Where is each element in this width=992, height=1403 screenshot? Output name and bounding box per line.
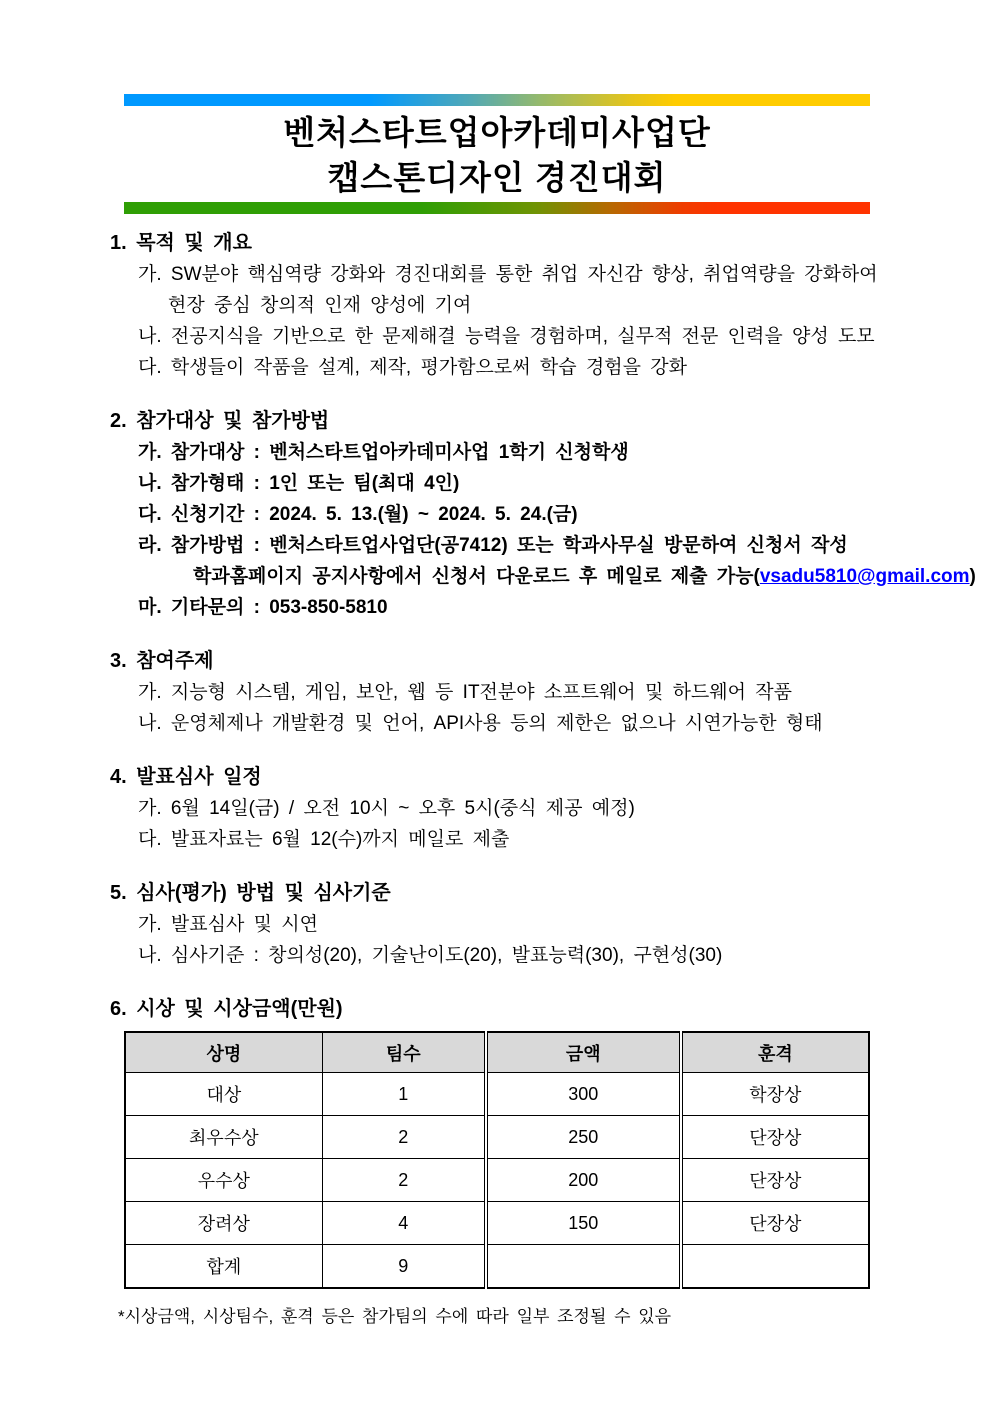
section-heading: 4. 발표심사 일정 [110,766,262,788]
table-row [125,1245,869,1289]
table-cell [486,1245,681,1289]
table-row [125,1116,869,1159]
table-cell: 9 [322,1245,486,1289]
footnote: *시상금액, 시상팀수, 훈격 등은 참가팀의 수에 따라 일부 조정될 수 있음 [118,1307,672,1326]
list-item: 가. 발표심사 및 시연 [138,914,318,935]
document-title-line1: 벤처스타트업아카데미사업단 [283,114,711,151]
table-cell: 학장상 [681,1073,869,1116]
table-cell: 장려상 [125,1202,322,1245]
list-item-wrap: 현장 중심 창의적 인재 양성에 기여 [168,295,472,316]
table-header-cell: 팀수 [322,1032,486,1073]
table-cell: 4 [322,1202,486,1245]
table-cell: 300 [486,1073,681,1116]
document-title-line2: 캡스톤디자인 경진대회 [327,159,667,196]
table-row [125,1073,869,1116]
table-cell: 최우수상 [125,1116,322,1159]
list-item: 나. 참가형태 : 1인 또는 팀(최대 4인) [138,473,460,494]
table-row [125,1159,869,1202]
list-item: 나. 심사기준 : 창의성(20), 기술난이도(20), 발표능력(30), 구현성(30) [138,945,723,966]
table-cell: 단장상 [681,1116,869,1159]
email-line-prefix: 학과홈페이지 공지사항에서 신청서 다운로드 후 메일로 제출 가능( [193,566,760,587]
section-awards [110,994,896,1327]
section-heading: 6. 시상 및 시상금액(만원) [110,998,343,1020]
section-participation [110,406,976,623]
table-header-cell: 금액 [486,1032,681,1073]
award-table [124,1031,870,1289]
list-item: 라. 참가방법 : 벤처스타트업사업단(공7412) 또는 학과사무실 방문하여 신청서 작성 [138,535,848,556]
list-item: 마. 기타문의 : 053-850-5810 [138,597,388,618]
list-item: 가. SW분야 핵심역량 강화와 경진대회를 통한 취업 자신감 향상, 취업역량을 강화하여 [138,264,878,285]
list-item: 가. 6월 14일(금) / 오전 10시 ~ 오후 5시(중식 제공 예정) [138,798,635,819]
table-header-row [125,1032,869,1073]
bottom-gradient-bar [124,202,870,214]
top-gradient-bar [124,94,870,106]
table-cell: 2 [322,1159,486,1202]
section-heading: 5. 심사(평가) 방법 및 심사기준 [110,882,391,904]
list-item-wrap [110,561,976,592]
table-cell: 단장상 [681,1159,869,1202]
list-item: 다. 학생들이 작품을 설계, 제작, 평가함으로써 학습 경험을 강화 [138,357,687,378]
table-cell [681,1245,869,1289]
section-heading: 3. 참여주제 [110,650,214,672]
table-cell: 합계 [125,1245,322,1289]
table-header-cell: 훈격 [681,1032,869,1073]
email-line-suffix: ) [969,566,976,587]
section-schedule [110,762,896,855]
list-item: 다. 신청기간 : 2024. 5. 13.(월) ~ 2024. 5. 24.(금) [138,504,578,525]
table-cell: 200 [486,1159,681,1202]
list-item: 다. 발표자료는 6월 12(수)까지 메일로 제출 [138,829,510,850]
table-cell: 우수상 [125,1159,322,1202]
section-topics [110,646,896,739]
table-cell: 단장상 [681,1202,869,1245]
table-cell: 150 [486,1202,681,1245]
list-item: 가. 지능형 시스템, 게임, 보안, 웹 등 IT전분야 소프트웨어 및 하드웨어 작품 [138,682,792,703]
table-cell: 대상 [125,1073,322,1116]
table-row [125,1202,869,1245]
table-cell: 1 [322,1073,486,1116]
table-cell: 250 [486,1116,681,1159]
list-item: 나. 전공지식을 기반으로 한 문제해결 능력을 경험하며, 실무적 전문 인력을 양성 도모 [138,326,875,347]
section-purpose [110,228,896,383]
document-title [124,110,870,200]
section-heading: 2. 참가대상 및 참가방법 [110,410,330,432]
table-cell: 2 [322,1116,486,1159]
email-link[interactable]: vsadu5810@gmail.com [759,566,970,587]
list-item: 가. 참가대상 : 벤처스타트업아카데미사업 1학기 신청학생 [138,442,629,463]
section-judging [110,878,896,971]
section-heading: 1. 목적 및 개요 [110,232,252,254]
table-header-cell: 상명 [125,1032,322,1073]
list-item: 나. 운영체제나 개발환경 및 언어, API사용 등의 제한은 없으나 시연가능한 형태 [138,713,823,734]
